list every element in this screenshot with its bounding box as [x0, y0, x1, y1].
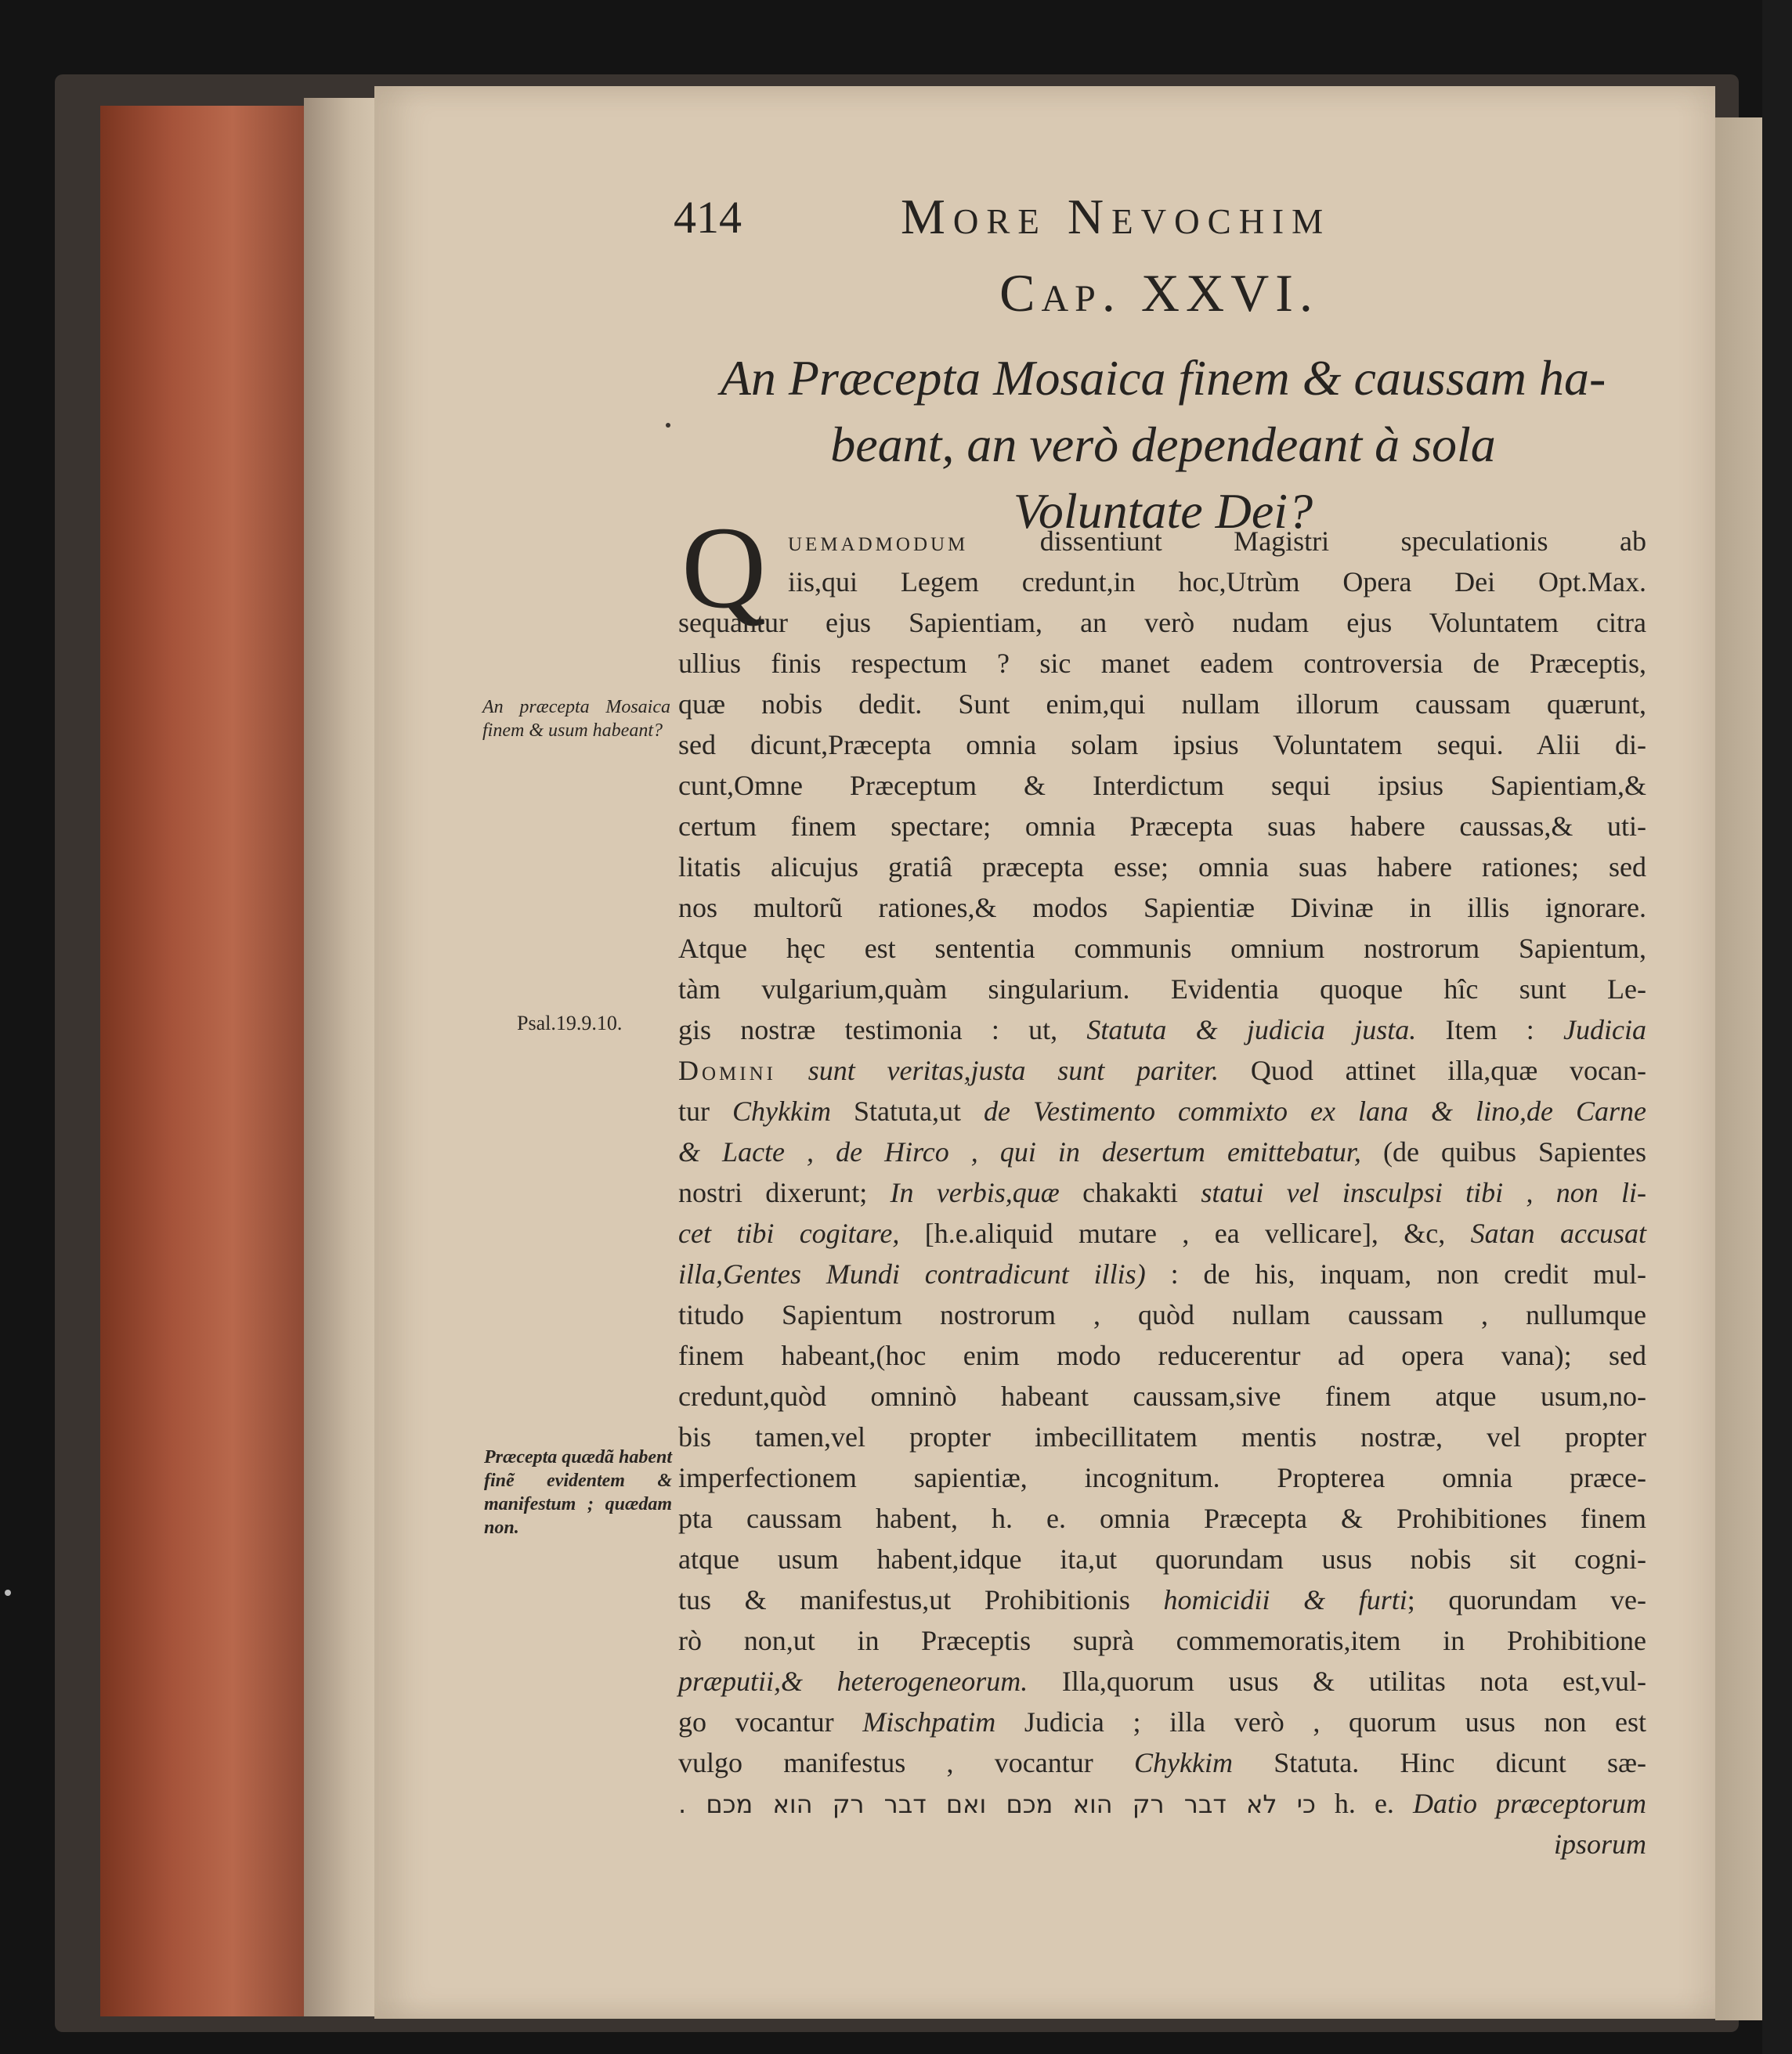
text-line: Atque hęc est sententia communis omnium nostrorum Sapientum,	[678, 933, 1646, 964]
catchword: ipsorum	[1553, 1828, 1646, 1860]
text-line: imperfectionem sapientiæ, incognitum. Propterea omnia præce-	[678, 1462, 1646, 1493]
text-line: cet tibi cogitare, [h.e.aliquid mutare , ea vellicare], &c, Satan accusat	[678, 1218, 1646, 1249]
text-line: tur Chykkim Statuta,ut de Vestimento commixto ex lana & lino,de Carne	[678, 1096, 1646, 1127]
text-line: Domini sunt veritas,justa sunt pariter. Quod attinet illa,quæ vocan-	[678, 1055, 1646, 1086]
text-line: litatis alicujus gratiâ præcepta esse; omnia suas habere rationes; sed	[678, 851, 1646, 883]
text-line: sed dicunt,Præcepta omnia solam ipsius Voluntatem sequi. Alii di-	[678, 729, 1646, 760]
text-line: quæ nobis dedit. Sunt enim,qui nullam illorum caussam quærunt,	[678, 688, 1646, 720]
text-line: & Lacte , de Hirco , qui in desertum emittebatur, (de quibus Sapientes	[678, 1136, 1647, 1168]
text-line: illa,Gentes Mundi contradicunt illis) : de his, inquam, non credit mul-	[678, 1258, 1646, 1290]
text-line: credunt,quòd omninò habeant caussam,sive finem atque usum,no-	[678, 1381, 1646, 1412]
drop-cap: Q	[681, 503, 767, 633]
text-line: sequantur ejus Sapientiam, an verò nudam ejus Voluntatem citra	[678, 607, 1646, 638]
text-line: bis tamen,vel propter imbecillitatem mentis nostræ, vel propter	[678, 1421, 1646, 1453]
text-line: tàm vulgarium,quàm singularium. Evidentia quoque hîc sunt Le-	[678, 973, 1646, 1005]
text-line: tus & manifestus,ut Prohibitionis homicidii & furti; quorundam ve-	[678, 1584, 1646, 1615]
margin-note-precepts-purpose: An præcepta Mosaica finem & usum habeant?	[482, 697, 670, 741]
margin-note-evident-ends: Præcepta quædã habent finẽ evidentem & manifestum ; quædam non.	[484, 1447, 672, 1538]
background-edge	[1762, 0, 1792, 2054]
text-line: ullius finis respectum ? sic manet eadem controversia de Præceptis,	[678, 648, 1646, 679]
text-line: gis nostræ testimonia : ut, Statuta & judicia justa. Item : Judicia	[678, 1014, 1646, 1045]
text-line: nostri dixerunt; In verbis,quæ chakakti statui vel insculpsi tibi , non li-	[678, 1177, 1646, 1208]
text-line: rò non,ut in Præceptis suprà commemoratis,item in Prohibitione	[678, 1625, 1646, 1656]
text-line: finem habeant,(hoc enim modo reducerentur ad opera vana); sed	[678, 1340, 1646, 1371]
text-line: go vocantur Mischpatim Judicia ; illa verò , quorum usus non est	[678, 1706, 1646, 1738]
text-line: præputii,& heterogeneorum. Illa,quorum usus & utilitas nota est,vul-	[678, 1666, 1646, 1697]
text-line: iis,qui Legem credunt,in hoc,Utrùm Opera Dei Opt.Max.	[788, 566, 1646, 597]
dust-speck	[5, 1590, 11, 1596]
page-fore-edge	[100, 106, 304, 2016]
chapter-title-line-2: beant, an verò dependeant à sola	[830, 417, 1496, 472]
text-line-hebrew: כי לא דבר רק הוא מכם ואם דבר רק הוא מכם . h. e. Datio præceptorum	[678, 1788, 1646, 1819]
running-title: More Nevochim	[901, 189, 1331, 244]
text-line: vulgo manifestus , vocantur Chykkim Statuta. Hinc dicunt sæ-	[678, 1747, 1646, 1778]
body-text	[678, 521, 1646, 1864]
text-line: certum finem spectare; omnia Præcepta suas habere caussas,& uti-	[678, 810, 1646, 842]
text-line: nos multorũ rationes,& modos Sapientiæ Divinæ in illis ignorare.	[678, 892, 1646, 923]
page-number: 414	[674, 192, 742, 243]
text-line: titudo Sapientum nostrorum , quòd nullam caussam , nullumque	[678, 1299, 1646, 1330]
chapter-title	[681, 345, 1645, 544]
page-header	[674, 188, 1457, 243]
text-line: pta caussam habent, h. e. omnia Præcepta & Prohibitiones finem	[678, 1503, 1646, 1534]
chapter-title-line-1: An Præcepta Mosaica finem & caussam ha-	[720, 350, 1606, 406]
margin-note-psalm-reference: Psal.19.9.10.	[517, 1012, 623, 1034]
text-line: uemadmodum dissentiunt Magistri speculationis ab	[788, 525, 1646, 557]
text-line: cunt,Omne Præceptum & Interdictum sequi ipsius Sapientiam,&	[678, 770, 1646, 801]
ink-speck	[666, 423, 670, 428]
chapter-number: Cap. XXVI.	[999, 263, 1319, 323]
text-line: atque usum habent,idque ita,ut quorundam usus nobis sit cogni-	[678, 1543, 1646, 1575]
page-gutter	[304, 98, 382, 2016]
chapter-title-line-3: Voluntate Dei?	[1013, 483, 1313, 539]
